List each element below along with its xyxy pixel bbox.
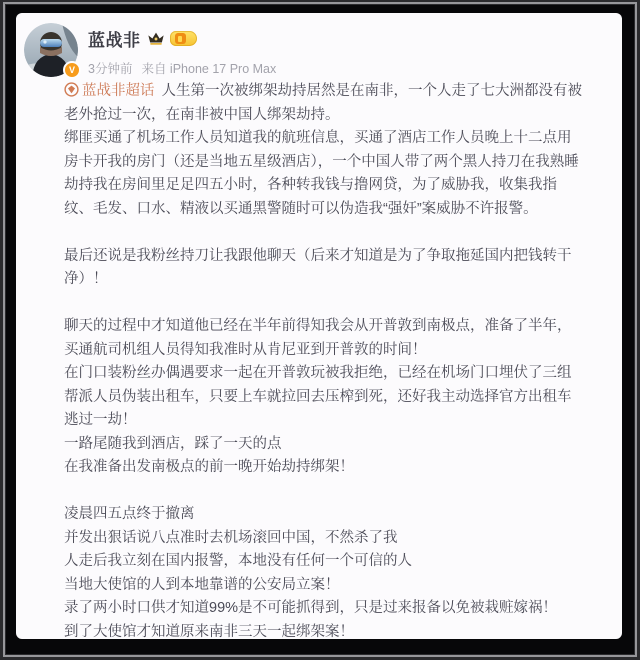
post-paragraph: 在我准备出发南极点的前一晚开始劫持绑架！ [64,459,354,475]
post-paragraph: 一路尾随我到酒店，踩了一天的点 [64,435,282,452]
header-info [88,23,276,77]
post-paragraph: 人走后我立刻在国内报警，本地没有任何一个可信的人 [64,553,412,569]
post-paragraph [64,292,585,316]
post-paragraph-list [64,127,585,644]
post-paragraph: 当地大使馆的人到本地靠谱的公安局立案！ [64,576,340,593]
post-paragraph [64,221,585,245]
post-source-device: 来自 iPhone 17 Pro Max [141,62,277,76]
crown-icon [147,31,165,46]
post-paragraph: 到了大使馆才知道原来南非三天一起绑架案！ [64,623,354,640]
post-paragraph: 在门口装粉丝办偶遇要求一起在开普敦玩被我拒绝，已经在机场门口埋伏了三组帮派人员伪装出租车，只要上车就拉回去压榨到死，还好我主动选择官方出租车逃过一劫！ [64,365,572,428]
post-paragraph: 并发出狠话说八点准时去机场滚回中国，不然杀了我 [64,529,398,546]
post-paragraph: 最后还说是我粉丝持刀让我跟他聊天（后来才知道是为了争取拖延国内把钱转干净）！ [64,247,572,287]
post-paragraph: 凌晨四五点终于撤离 [64,506,195,522]
post-paragraph-first [64,80,585,127]
post-text-lead: 人生第一次被绑架劫持居然是在南非，一个人走了七大洲都没有被老外抢过一次，在南非被中国人绑架劫持。 [64,83,582,123]
avatar[interactable] [24,23,78,77]
post-meta [88,59,276,77]
post-body [64,80,585,644]
supertopic-link[interactable]: 蓝战非超话 [82,83,155,99]
post-paragraph: 聊天的过程中才知道他已经在半年前得知我会从开普敦到南极点，准备了半年，买通航司机组人员得知我准时从肯尼亚到开普敦的时间！ [64,318,572,358]
supertopic-icon [64,82,79,97]
post-timestamp: 3分钟前 [88,62,133,76]
vip-badge-core [175,33,186,44]
verified-v-icon: V [63,61,81,79]
weibo-post-card [16,13,622,639]
post-paragraph: 录了两小时口供才知道99%是不可能抓得到，只是过来报备以免被栽赃嫁祸！ [64,600,558,616]
post-paragraph [64,480,585,504]
post-header [24,23,276,77]
username[interactable]: 蓝战非 [88,31,141,50]
vip-badge[interactable] [170,31,197,46]
post-paragraph: 绑匪买通了机场工作人员知道我的航班信息，买通了酒店工作人员晚上十二点用房卡开我的房门（还是当地五星级酒店），一个中国人带了两个黑人持刀在我熟睡劫持我在房间里足足四五小时，各种转我钱与撸网贷，为了威胁我，收集我指纹、毛发、口水、精液以买通黑警随时可以伪造我“强奸”案威胁不许报警。 [64,130,579,217]
